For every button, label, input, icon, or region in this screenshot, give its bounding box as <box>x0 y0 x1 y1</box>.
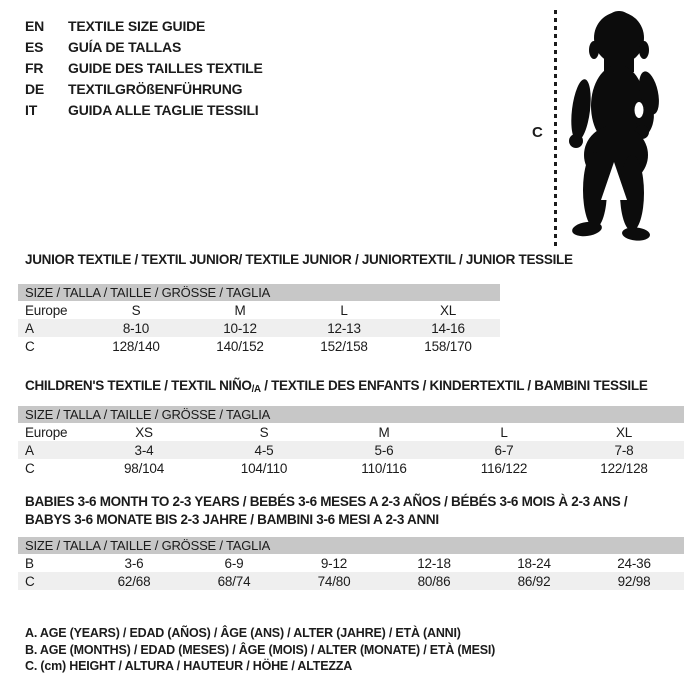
guide-title: GUÍA DE TALLAS <box>68 39 182 55</box>
language-row <box>25 16 263 37</box>
guide-title: GUIDA ALLE TAGLIE TESSILI <box>68 102 259 118</box>
size-cell: 8-10 <box>122 320 150 336</box>
language-code: ES <box>25 39 44 55</box>
size-cell: 18-24 <box>517 555 551 571</box>
size-cell: M <box>378 424 390 440</box>
size-cell: 104/110 <box>240 460 288 476</box>
language-row <box>25 58 263 79</box>
size-cell: 92/98 <box>617 573 651 589</box>
guide-title: GUIDE DES TAILLES TEXTILE <box>68 60 263 76</box>
size-cell: M <box>234 302 246 318</box>
title-text: / TEXTILE DES ENFANTS / KINDERTEXTIL / BAMBINI TESSILE <box>260 378 648 393</box>
size-cell: S <box>131 302 141 318</box>
size-cell: 140/152 <box>216 338 264 354</box>
size-cell: 116/122 <box>480 460 528 476</box>
row-label: C <box>25 460 35 476</box>
size-cell: 74/80 <box>317 573 351 589</box>
row-label: Europe <box>25 302 68 318</box>
language-row <box>25 79 263 100</box>
size-cell: 9-12 <box>320 555 348 571</box>
title-line: BABIES 3-6 MONTH TO 2-3 YEARS / BEBÉS 3-6 MESES A 2-3 AÑOS / BÉBÉS 3-6 MOIS À 2-3 ANS / <box>25 494 628 509</box>
babies-size-table <box>18 537 684 590</box>
toddler-silhouette-icon <box>566 10 662 242</box>
size-cell: XS <box>135 424 153 440</box>
table-row <box>18 441 684 459</box>
language-row <box>25 37 263 58</box>
junior-section-title: JUNIOR TEXTILE / TEXTIL JUNIOR/ TEXTILE JUNIOR / JUNIORTEXTIL / JUNIOR TESSILE <box>25 252 573 267</box>
size-cell: 80/86 <box>417 573 451 589</box>
size-cell: 6-7 <box>494 442 514 458</box>
table-row <box>18 337 500 355</box>
junior-size-table <box>18 284 500 355</box>
size-cell: 5-6 <box>374 442 394 458</box>
legend <box>25 625 495 675</box>
size-cell: L <box>340 302 348 318</box>
size-cell: 98/104 <box>123 460 165 476</box>
size-cell: 68/74 <box>217 573 251 589</box>
size-cell: 3-4 <box>134 442 154 458</box>
legend-line-age-months: B. AGE (MONTHS) / EDAD (MESES) / ÂGE (MOIS) / ALTER (MONATE) / ETÀ (MESI) <box>25 642 496 657</box>
childrens-section-title <box>25 377 648 399</box>
size-cell: 12-18 <box>417 555 451 571</box>
size-cell: XL <box>615 424 633 440</box>
table-header-bar: SIZE / TALLA / TAILLE / GRÖSSE / TAGLIA <box>18 284 500 301</box>
size-cell: S <box>259 424 269 440</box>
legend-line-height: C. (cm) HEIGHT / ALTURA / HAUTEUR / HÖHE / ALTEZZA <box>25 659 353 673</box>
size-cell: 158/170 <box>424 338 472 354</box>
size-cell: 10-12 <box>223 320 257 336</box>
size-cell: 122/128 <box>600 460 648 476</box>
title-text: CHILDREN'S TEXTILE / TEXTIL NIÑO <box>25 378 252 393</box>
table-row <box>18 459 684 477</box>
table-row <box>18 319 500 337</box>
size-cell: L <box>500 424 508 440</box>
title-subscript: /A <box>251 384 261 395</box>
height-dotted-line <box>554 10 557 247</box>
size-cell: XL <box>439 302 457 318</box>
language-code: DE <box>25 81 45 97</box>
size-cell: 24-36 <box>617 555 651 571</box>
row-label: A <box>25 320 34 336</box>
row-label: A <box>25 442 34 458</box>
language-code: EN <box>25 18 45 34</box>
row-label: C <box>25 573 35 589</box>
size-cell: 110/116 <box>361 460 407 476</box>
table-header-bar: SIZE / TALLA / TAILLE / GRÖSSE / TAGLIA <box>18 537 684 554</box>
size-cell: 14-16 <box>431 320 465 336</box>
guide-title: TEXTILGRÖßENFÜHRUNG <box>68 81 243 97</box>
height-measure-label: C <box>532 124 543 141</box>
table-header-bar: SIZE / TALLA / TAILLE / GRÖSSE / TAGLIA <box>18 406 684 423</box>
table-row <box>18 572 684 590</box>
row-label: B <box>25 555 34 571</box>
language-list <box>25 16 263 121</box>
size-cell: 62/68 <box>117 573 151 589</box>
row-label: C <box>25 338 35 354</box>
table-row <box>18 554 684 572</box>
guide-title: TEXTILE SIZE GUIDE <box>68 18 206 34</box>
table-row <box>18 301 500 319</box>
size-cell: 128/140 <box>112 338 160 354</box>
legend-line-age-years: A. AGE (YEARS) / EDAD (AÑOS) / ÂGE (ANS) / ALTER (JAHRE) / ETÀ (ANNI) <box>25 626 461 640</box>
size-cell: 4-5 <box>254 442 274 458</box>
babies-section-title <box>25 493 627 529</box>
childrens-size-table <box>18 406 684 477</box>
size-cell: 12-13 <box>327 320 361 336</box>
language-row <box>25 100 263 121</box>
table-row <box>18 423 684 441</box>
size-cell: 3-6 <box>124 555 144 571</box>
size-cell: 6-9 <box>224 555 244 571</box>
size-cell: 86/92 <box>517 573 551 589</box>
title-line: BABYS 3-6 MONATE BIS 2-3 JAHRE / BAMBINI 3-6 MESI A 2-3 ANNI <box>25 512 439 527</box>
row-label: Europe <box>25 424 68 440</box>
size-cell: 7-8 <box>614 442 634 458</box>
language-code: IT <box>25 102 38 118</box>
language-code: FR <box>25 60 44 76</box>
size-cell: 152/158 <box>320 338 368 354</box>
